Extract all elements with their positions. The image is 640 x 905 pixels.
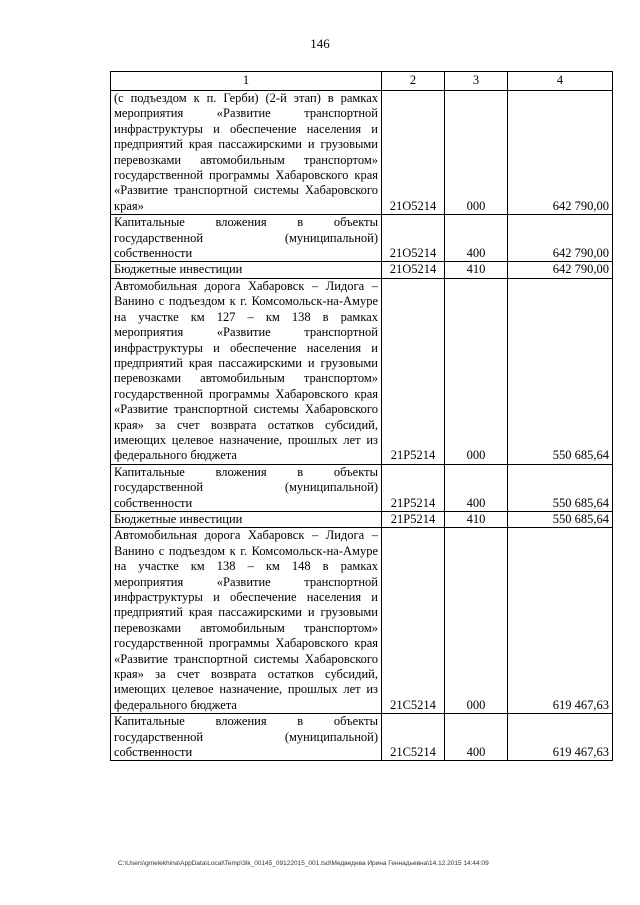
row-amount: 619 467,63 bbox=[508, 528, 613, 714]
table-header-row bbox=[111, 72, 613, 91]
column-header-1: 1 bbox=[111, 72, 382, 91]
row-description: (с подъездом к п. Герби) (2-й этап) в рамках мероприятия «Развитие транспортной инфраструктуры и обеспечение населения и предприятий края пассажирскими и грузовыми перевозками автомобильным транспортом» государственной программы Хабаровского края «Развитие транспортной системы Хабаровского края» bbox=[111, 91, 382, 215]
row-description: Капитальные вложения в объекты государственной (муниципальной) собственности bbox=[111, 714, 382, 761]
row-description: Автомобильная дорога Хабаровск – Лидога – Ванино с подъездом к г. Комсомольск-на-Амуре на участке км 138 – км 148 в рамках мероприятия «Развитие транспортной инфраструктуры и обеспечение населения и предприятий края пассажирскими и грузовыми перевозками автомобильным транспортом» государственной программы Хабаровского края «Развитие транспортной системы Хабаровского края» за счет возврата остатков субсидий, имеющих целевое назначение, прошлых лет из федерального бюджета bbox=[111, 528, 382, 714]
row-amount: 642 790,00 bbox=[508, 215, 613, 262]
row-amount: 550 685,64 bbox=[508, 464, 613, 511]
table-row bbox=[111, 464, 613, 511]
column-header-4: 4 bbox=[508, 72, 613, 91]
table-row bbox=[111, 714, 613, 761]
row-description: Бюджетные инвестиции bbox=[111, 262, 382, 278]
row-target-code: 21С5214 bbox=[382, 528, 445, 714]
row-description: Бюджетные инвестиции bbox=[111, 511, 382, 527]
row-amount: 642 790,00 bbox=[508, 91, 613, 215]
row-expense-type: 410 bbox=[445, 262, 508, 278]
row-description: Капитальные вложения в объекты государственной (муниципальной) собственности bbox=[111, 464, 382, 511]
row-target-code: 21О5214 bbox=[382, 215, 445, 262]
row-target-code: 21О5214 bbox=[382, 91, 445, 215]
row-expense-type: 400 bbox=[445, 714, 508, 761]
table-row bbox=[111, 262, 613, 278]
row-expense-type: 400 bbox=[445, 464, 508, 511]
row-amount: 642 790,00 bbox=[508, 262, 613, 278]
table-row bbox=[111, 511, 613, 527]
row-description: Капитальные вложения в объекты государственной (муниципальной) собственности bbox=[111, 215, 382, 262]
row-expense-type: 400 bbox=[445, 215, 508, 262]
row-target-code: 21Р5214 bbox=[382, 511, 445, 527]
table-row bbox=[111, 215, 613, 262]
budget-table bbox=[110, 71, 613, 761]
row-amount: 619 467,63 bbox=[508, 714, 613, 761]
file-path-footer: C:\Users\gmelekhina\AppData\Local\Temp\3lk_00145_09122015_001.tsd\Медведева Ирина Геннадьевна\14.12.2015 14:44:09 bbox=[118, 860, 489, 867]
row-expense-type: 000 bbox=[445, 528, 508, 714]
page-number: 146 bbox=[310, 36, 330, 51]
table-row bbox=[111, 91, 613, 215]
table-row bbox=[111, 528, 613, 714]
row-target-code: 21Р5214 bbox=[382, 464, 445, 511]
row-target-code: 21Р5214 bbox=[382, 278, 445, 464]
column-header-3: 3 bbox=[445, 72, 508, 91]
row-expense-type: 000 bbox=[445, 278, 508, 464]
row-amount: 550 685,64 bbox=[508, 278, 613, 464]
row-expense-type: 000 bbox=[445, 91, 508, 215]
column-header-2: 2 bbox=[382, 72, 445, 91]
row-target-code: 21О5214 bbox=[382, 262, 445, 278]
row-description: Автомобильная дорога Хабаровск – Лидога – Ванино с подъездом к г. Комсомольск-на-Амуре на участке км 127 – км 138 в рамках мероприятия «Развитие транспортной инфраструктуры и обеспечение населения и предприятий края пассажирскими и грузовыми перевозками автомобильным транспортом» государственной программы Хабаровского края «Развитие транспортной системы Хабаровского края» за счет возврата остатков субсидий, имеющих целевое назначение, прошлых лет из федерального бюджета bbox=[111, 278, 382, 464]
row-amount: 550 685,64 bbox=[508, 511, 613, 527]
row-expense-type: 410 bbox=[445, 511, 508, 527]
table-row bbox=[111, 278, 613, 464]
row-target-code: 21С5214 bbox=[382, 714, 445, 761]
